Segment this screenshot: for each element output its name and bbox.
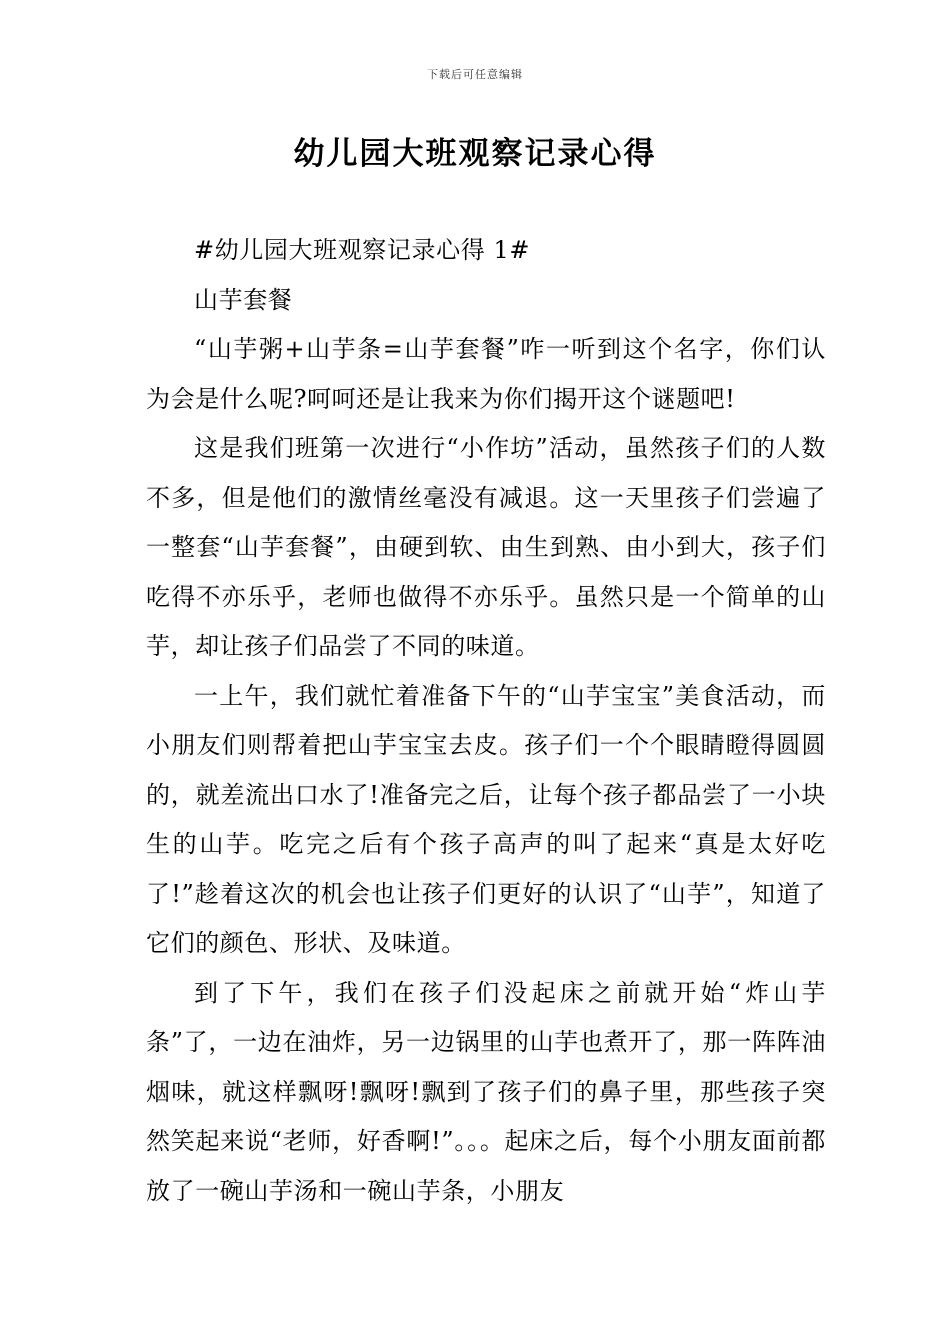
paragraph: 到了下午，我们在孩子们没起床之前就开始“炸山芋条”了，一边在油炸，另一边锅里的山芋也煮开了，那一阵阵油烟味，就这样飘呀!飘呀!飘到了孩子们的鼻子里，那些孩子突然笑起来说“老师，好香啊!”。。。起床之后，每个小朋友面前都放了一碗山芋汤和一碗山芋条，小朋友: [146, 978, 826, 1205]
paragraph: “山芋粥+山芋条=山芋套餐”咋一听到这个名字，你们认为会是什么呢?呵呵还是让我来为你们揭开这个谜题吧!: [146, 335, 826, 413]
header-note: 下载后可任意编辑: [427, 68, 523, 81]
document-body: [146, 226, 826, 1216]
subtitle: 山芋套餐: [194, 285, 293, 314]
document-title: 幼儿园大班观察记录心得: [293, 136, 657, 172]
paragraph: 这是我们班第一次进行“小作坊”活动，虽然孩子们的人数不多，但是他们的激情丝毫没有减退。这一天里孩子们尝遍了一整套“山芋套餐”，由硬到软、由生到熟、由小到大，孩子们吃得不亦乐乎，老师也做得不亦乐乎。虽然只是一个简单的山芋，却让孩子们品尝了不同的味道。: [146, 434, 826, 660]
paragraph: 一上午，我们就忙着准备下午的“山芋宝宝”美食活动，而小朋友们则帮着把山芋宝宝去皮。孩子们一个个眼睛瞪得圆圆的，就差流出口水了!准备完之后，让每个孩子都品尝了一小块生的山芋。吃完之后有个孩子高声的叫了起来“真是太好吃了!”趁着这次的机会也让孩子们更好的认识了“山芋”，知道了它们的颜色、形状、及味道。: [146, 681, 826, 957]
section-heading: #幼儿园大班观察记录心得 1#: [194, 236, 531, 264]
